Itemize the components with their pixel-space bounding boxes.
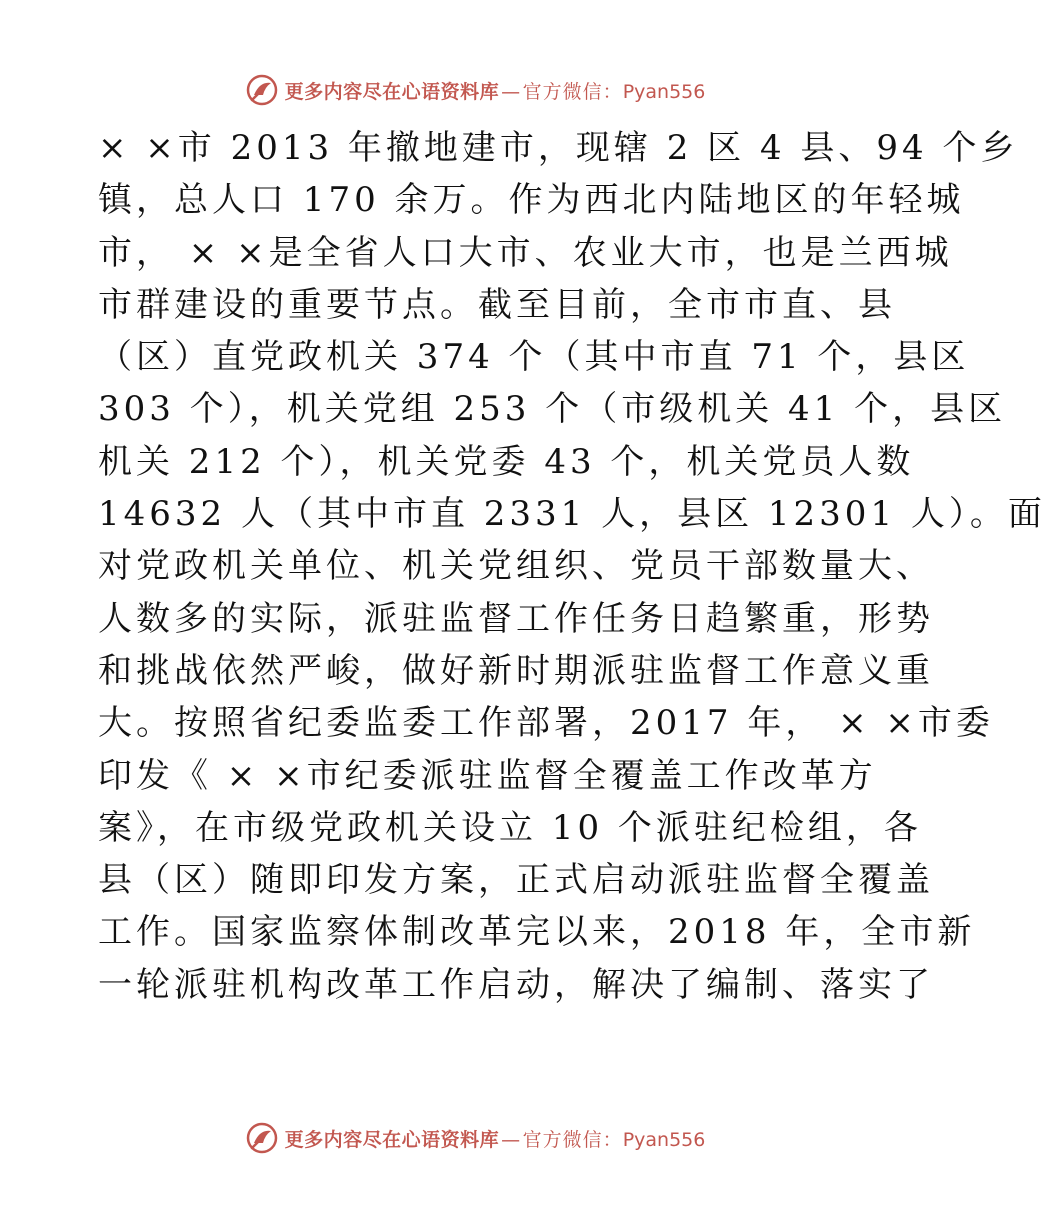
banner-lead: 更多内容尽在心语资料库 xyxy=(284,1128,500,1151)
banner-lead: 更多内容尽在心语资料库 xyxy=(284,80,500,103)
body-line: （区）直党政机关 374 个（其中市直 71 个，县区 xyxy=(98,337,970,378)
brand-logo-icon xyxy=(245,1121,279,1155)
body-line: 14632 人（其中市直 2331 人，县区 12301 人）。面 xyxy=(98,494,1046,535)
body-line: 303 个），机关党组 253 个（市级机关 41 个，县区 xyxy=(98,389,1007,430)
body-line: 工作。国家监察体制改革完以来，2018 年，全市新 xyxy=(98,912,976,953)
banner-dash: — xyxy=(501,1128,521,1151)
banner-wechat-id: Pyan556 xyxy=(622,1128,706,1151)
body-line: 和挑战依然严峻，做好新时期派驻监督工作意义重 xyxy=(98,650,934,691)
body-line: 案》，在市级党政机关设立 10 个派驻纪检组，各 xyxy=(98,807,922,848)
body-line: × ×市 2013 年撤地建市，现辖 2 区 4 县、94 个乡 xyxy=(98,128,1019,168)
body-line: 市群建设的重要节点。截至目前，全市市直、县 xyxy=(98,284,896,325)
banner-wechat-label: 官方微信： xyxy=(522,1128,623,1151)
body-line: 县（区）随即印发方案，正式启动派驻监督全覆盖 xyxy=(98,860,934,901)
brand-logo-icon xyxy=(245,73,279,107)
document-body xyxy=(98,122,1046,1011)
banner-text xyxy=(285,1125,706,1152)
body-line: 对党政机关单位、机关党组织、党员干部数量大、 xyxy=(98,546,934,587)
body-line: 大。按照省纪委监委工作部署，2017 年， × ×市委 xyxy=(98,703,994,744)
body-line: 人数多的实际，派驻监督工作任务日趋繁重，形势 xyxy=(98,598,934,639)
banner-dash: — xyxy=(501,80,521,103)
header-banner xyxy=(0,70,950,110)
banner-wechat-label: 官方微信： xyxy=(522,80,623,103)
body-line: 印发《 × ×市纪委派驻监督全覆盖工作改革方 xyxy=(98,755,877,796)
body-line: 镇，总人口 170 余万。作为西北内陆地区的年轻城 xyxy=(98,180,965,221)
banner-wechat-id: Pyan556 xyxy=(622,80,706,103)
body-line: 机关 212 个），机关党委 43 个，机关党员人数 xyxy=(98,441,915,482)
banner-text xyxy=(285,77,706,104)
body-line: 一轮派驻机构改革工作启动，解决了编制、落实了 xyxy=(98,964,934,1005)
footer-banner xyxy=(0,1118,950,1158)
body-line: 市， × ×是全省人口大市、农业大市，也是兰西城 xyxy=(98,232,953,273)
